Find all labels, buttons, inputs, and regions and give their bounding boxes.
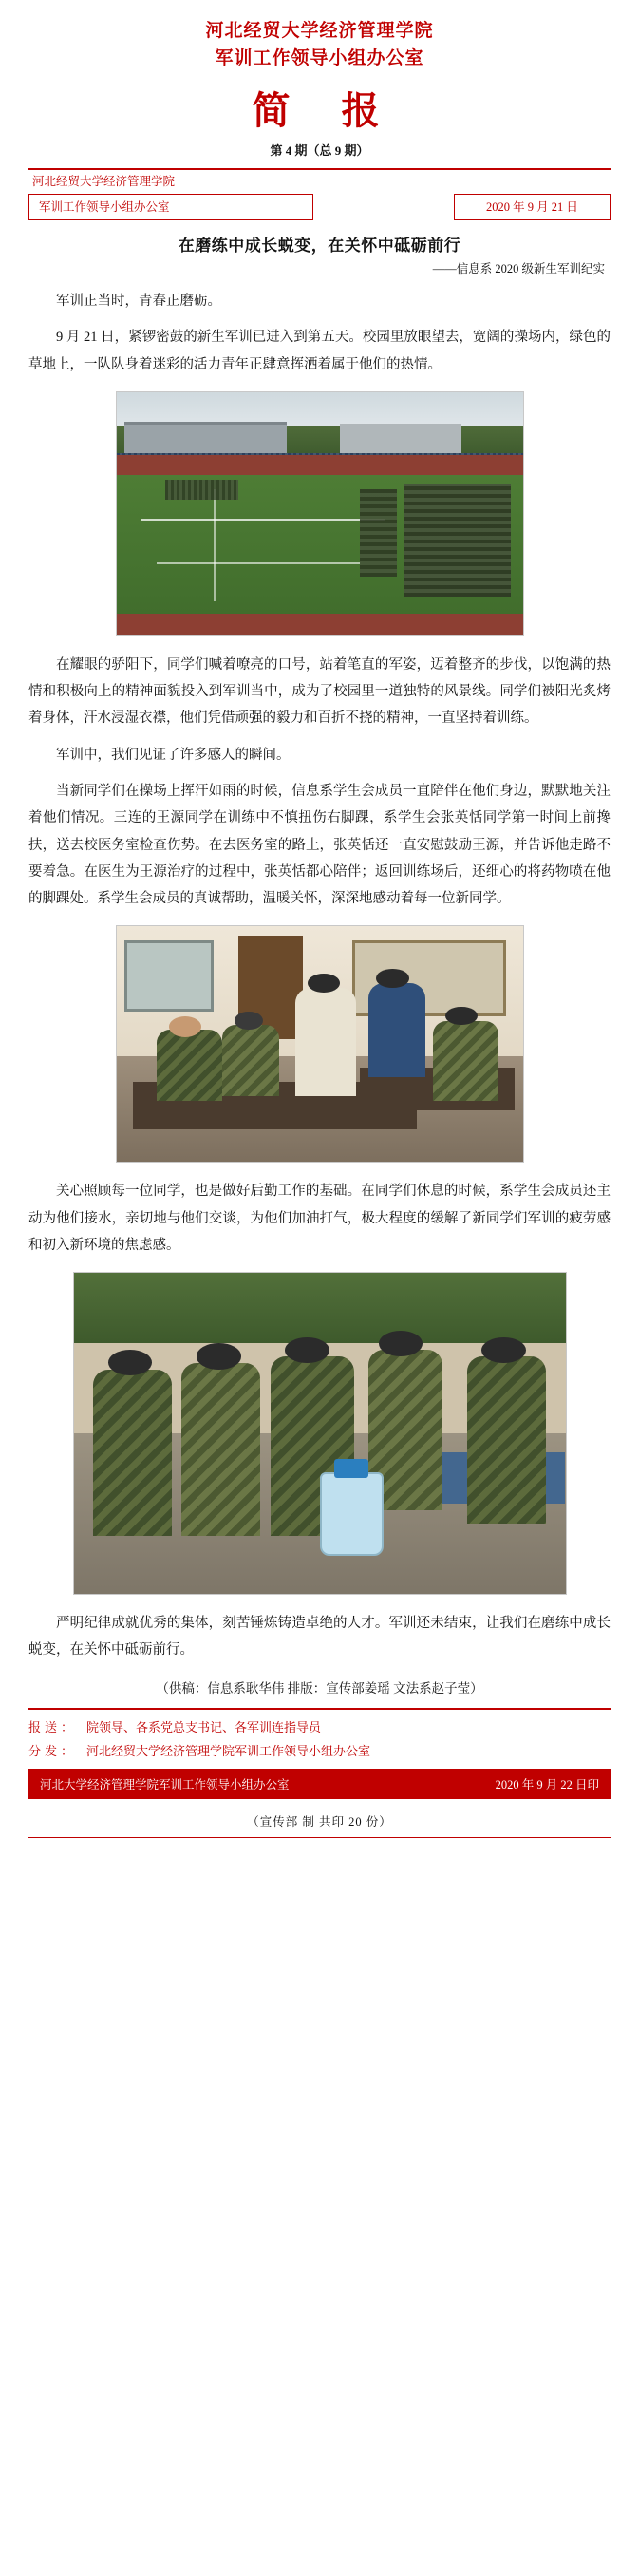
paragraph: 9 月 21 日，紧锣密鼓的新生军训已进入到第五天。校园里放眼望去，宽阔的操场内，绿色的草地上，一队队身着迷彩的活力青年正肆意挥洒着属于他们的热情。 xyxy=(28,330,611,372)
distribution-value: 河北经贸大学经济管理学院军训工作领导小组办公室 xyxy=(86,1743,371,1758)
photo-person xyxy=(295,988,356,1096)
photo-person-head xyxy=(481,1337,526,1363)
photo-foreground-track xyxy=(117,614,523,635)
divider-top xyxy=(28,168,611,170)
issue-date: 2020 年 9 月 21 日 xyxy=(454,194,611,220)
photo-building-left xyxy=(124,422,287,456)
photo-person-head xyxy=(235,1012,263,1031)
paragraph: 严明纪律成就优秀的集体，刻苦锤炼铸造卓绝的人才。军训还未结束，让我们在磨练中成长蜕变，在关怀中砥砺前行。 xyxy=(28,1616,611,1658)
photo-person-head xyxy=(169,1016,201,1037)
article-headline: 在磨练中成长蜕变，在关怀中砥砺前行 xyxy=(178,237,461,256)
issue-number: 第 4 期（总 9 期） xyxy=(270,142,369,158)
photo-troop-formation xyxy=(360,489,397,577)
header-box-row xyxy=(28,194,611,220)
photo-window xyxy=(124,940,214,1011)
photo-person xyxy=(222,1025,279,1095)
photo-person xyxy=(467,1356,546,1524)
footer-band-date: 2020 年 9 月 22 日印 xyxy=(495,1777,599,1791)
footer-band-office: 河北大学经济管理学院军训工作领导小组办公室 xyxy=(40,1777,290,1791)
photo-person xyxy=(433,1021,498,1101)
paragraph: 军训正当时，青春正磨砺。 xyxy=(56,294,221,310)
distribution-label: 分发： xyxy=(28,1743,78,1758)
photo-person-head xyxy=(308,974,340,993)
photo-troop-formation xyxy=(165,480,238,499)
bulletin-title: 简 报 xyxy=(252,88,401,132)
masthead xyxy=(28,17,611,135)
military-training-field-photo xyxy=(116,391,524,636)
divider-bottom xyxy=(28,1837,611,1838)
photo-person xyxy=(157,1030,221,1100)
paragraph: 关心照顾每一位同学，也是做好后勤工作的基础。在同学们休息的时候，系学生会成员还主动为他们接水，亲切地与他们交谈，为他们加油打气，极大程度的缓解了新同学们军训的疲劳感和初入新环境的焦虑感。 xyxy=(28,1184,611,1253)
distribution-value: 院领导、各系党总支书记、各军训连指导员 xyxy=(86,1719,322,1734)
paragraph: 当新同学们在操场上挥汗如雨的时候，信息系学生会成员一直陪伴在他们身边，默默地关注着他们情况。三连的王源同学在训练中不慎扭伤右脚踝，系学生会张英恬同学第一时间上前搀扶，送去校医务室检查伤势。在去医务室的路上，张英恬还一直安慰鼓励王源，并告诉他走路不要着急。在医生为王源治疗的过程中，张英恬都心陪伴；返回训练场后，还细心的将药物喷在他的脚踝处。系学生会成员的真诚帮助，温暖关怀，深深地感动着每一位新同学。 xyxy=(28,783,611,907)
photo-field-line xyxy=(157,562,360,564)
distribution-row-report xyxy=(28,1717,611,1735)
photo-person xyxy=(93,1370,172,1537)
org-name: 河北经贸大学经济管理学院 xyxy=(32,174,176,188)
photo-person xyxy=(181,1363,260,1537)
students-indoor-registration-photo xyxy=(116,925,524,1163)
print-info: （宣传部 制 共印 20 份） xyxy=(247,1814,392,1828)
article-credit: （供稿：信息系耿华伟 排版：宣传部姜瑶 文法系赵子莹） xyxy=(156,1680,483,1695)
footer-band xyxy=(28,1769,611,1799)
photo-person-head xyxy=(379,1331,423,1356)
photo-water-bottle xyxy=(320,1472,384,1556)
photo-field-line xyxy=(214,489,216,601)
paragraph: 军训中，我们见证了许多感人的瞬间。 xyxy=(56,747,291,763)
issuing-office: 军训工作领导小组办公室 xyxy=(28,194,313,220)
distribution-label: 报送： xyxy=(28,1719,78,1734)
paragraph: 在耀眼的骄阳下，同学们喊着嘹亮的口号，站着笔直的军姿，迈着整齐的步伐，以饱满的热情和积极向上的精神面貌投入到军训当中，成为了校园里一道独特的风景线。同学们被阳光炙烤着身体，汗水浸湿衣襟，他们凭借顽强的毅力和百折不挠的精神，一直坚持着训练。 xyxy=(28,656,611,727)
masthead-line-1: 河北经贸大学经济管理学院 xyxy=(205,21,434,41)
photo-person-head xyxy=(376,969,408,988)
photo-person-head xyxy=(197,1343,241,1369)
divider-footer xyxy=(28,1708,611,1710)
photo-troop-formation xyxy=(404,484,510,597)
photo-person-head xyxy=(285,1337,329,1363)
photo-person xyxy=(368,983,425,1077)
photo-field-line xyxy=(141,519,385,521)
photo-building-right xyxy=(340,424,461,453)
photo-foliage xyxy=(74,1273,566,1343)
distribution-row-send xyxy=(28,1741,611,1759)
masthead-line-2: 军训工作领导小组办公室 xyxy=(215,48,424,69)
photo-water-bottle-cap xyxy=(334,1459,368,1478)
article-subheadline: ——信息系 2020 级新生军训纪实 xyxy=(432,262,605,276)
students-water-dispenser-photo xyxy=(73,1272,567,1595)
